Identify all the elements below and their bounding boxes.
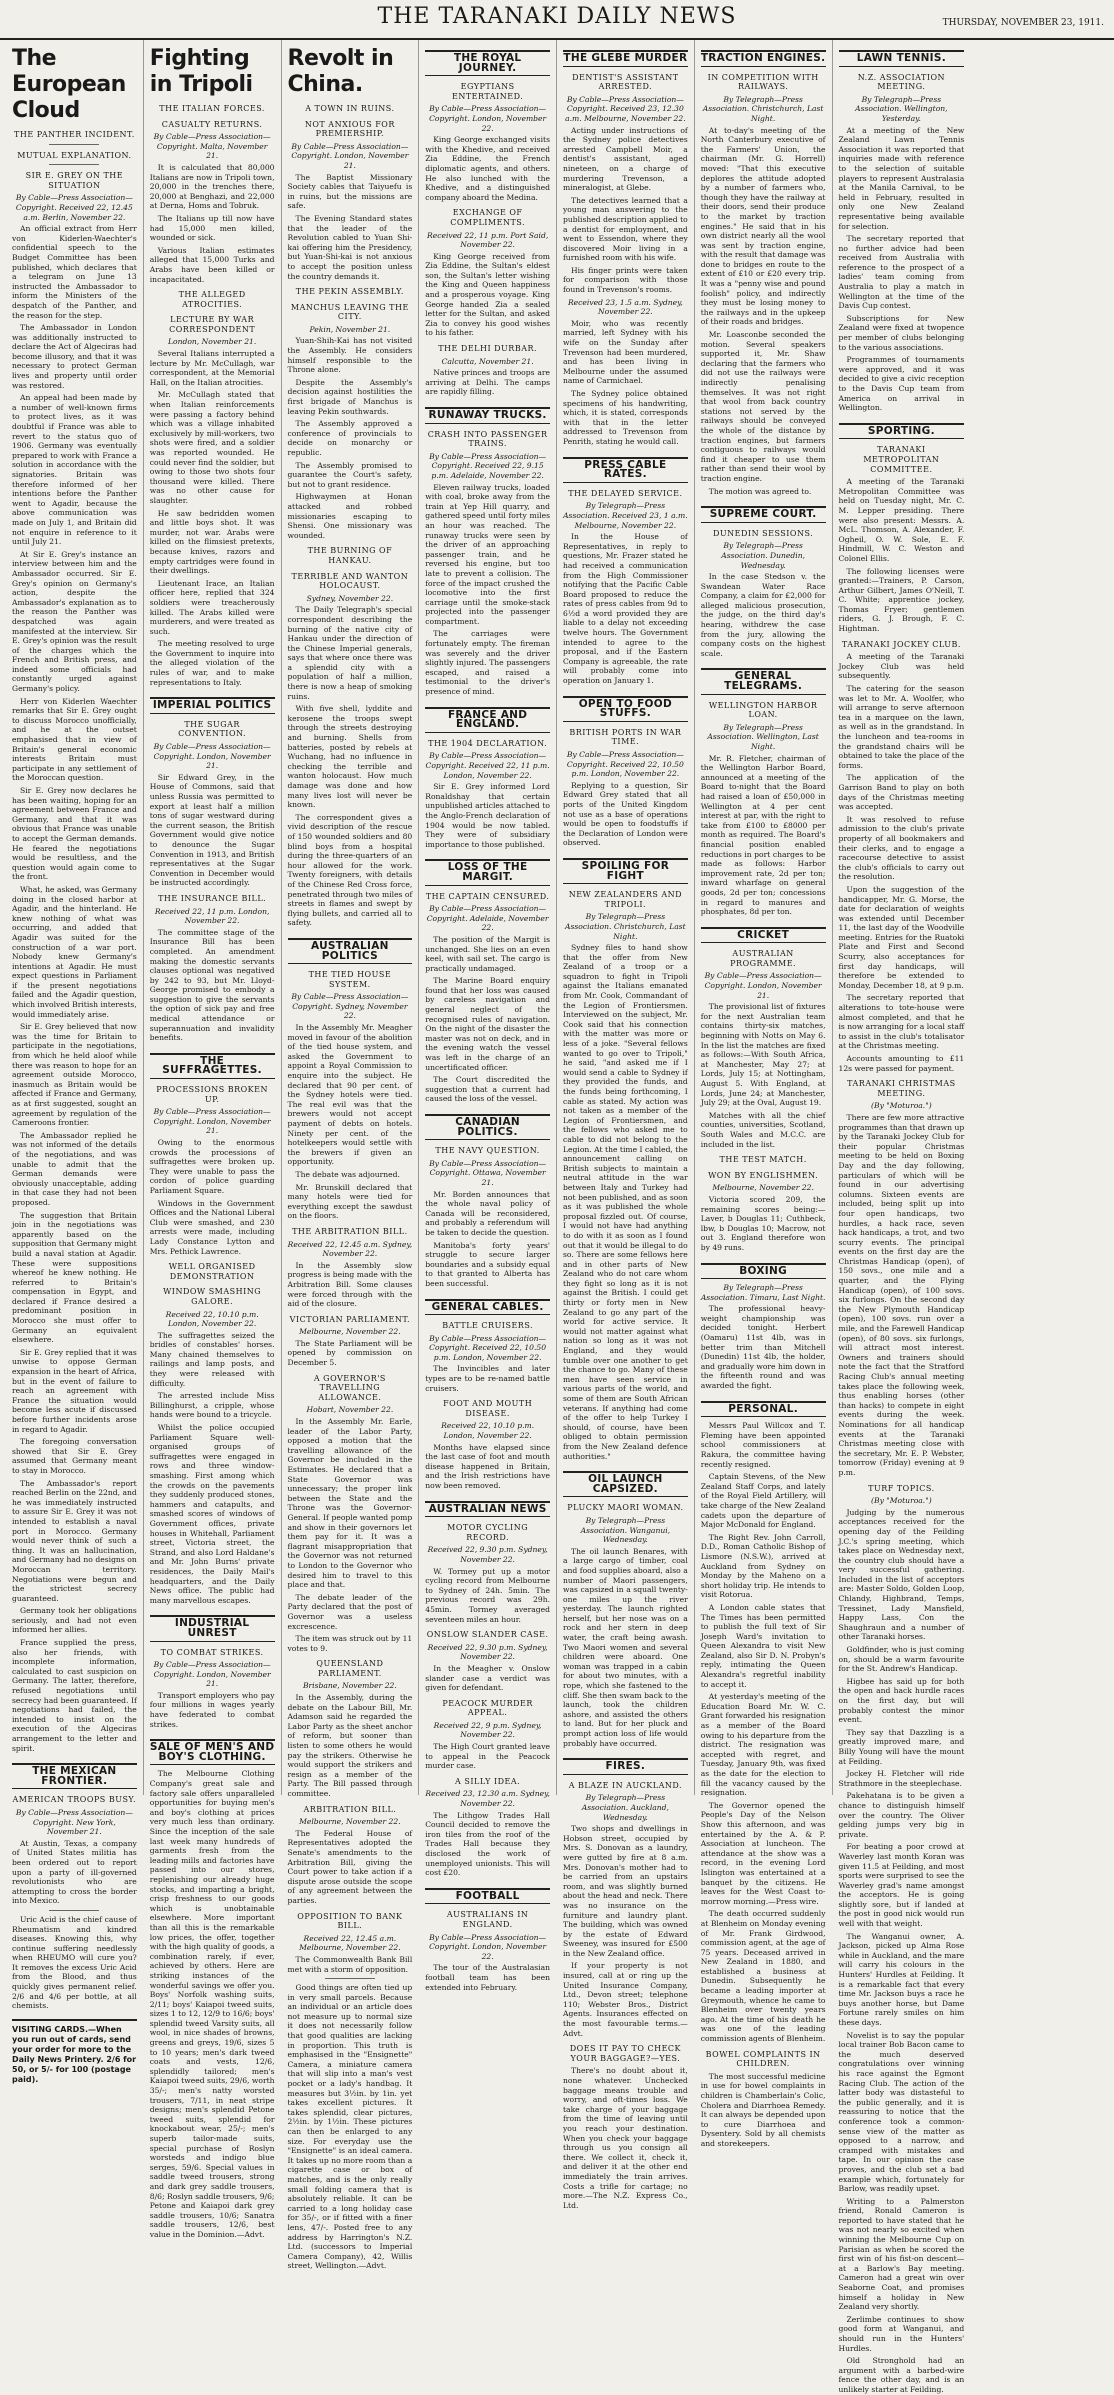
dateline: By Cable—Press Association—Copyright. Ottawa, November 21. bbox=[429, 1158, 547, 1187]
headline-european-cloud: The European Cloud bbox=[12, 46, 126, 123]
dateline: By Cable—Press Association—Copyright. Received 23, 12.30 a.m. Melbourne, November 22. bbox=[565, 94, 686, 123]
dateline: Pekin, November 21. bbox=[309, 324, 391, 334]
subheading: N.Z. ASSOCIATION MEETING. bbox=[857, 72, 946, 92]
paragraph: His finger prints were taken for comparison with those found in Trevenson's rooms. bbox=[563, 265, 688, 295]
paragraph: W. Tormey put up a motor cycling record from Melbourne to Sydney of 24h. 5min. The previous record was 29h. 45min. Tormey averaged seventeen miles an hour. bbox=[425, 1566, 550, 1624]
subheading: THE DELAYED SERVICE. bbox=[568, 488, 683, 498]
paragraph: Judging by the numerous acceptances received for the opening day of the Feilding J.C.'s spring meeting, which takes place on Wednesday next, the country club should have a very successful gathering. Included in the list of acceptors are: Master Soldo, Golden Loop, Chlandy, Highbrand, Temps, Tressinet, Lady Mansfield, Happy Lass, Con the Shaughraun and a number of other Taranaki horses. bbox=[838, 1507, 965, 1642]
paragraph: Writing to a Palmerston friend, Ronald Cameron is reported to have stated that he was not nearly so excited when winning the Melbourne Cup on Parisian as when he scored the first win of his fist-on descent—at a Barlow's Bay meeting. Cameron had a great win over Seaborne Coat, and promises himself a holiday in New Zealand very shortly. bbox=[838, 2196, 965, 2312]
section-heading: IMPERIAL POLITICS bbox=[150, 697, 275, 714]
paragraph: The Italians up till now have had 15,000 men killed, wounded or sick. bbox=[149, 213, 275, 243]
paragraph: The State Parliament will be opened by commission on December 5. bbox=[287, 1338, 413, 1368]
dateline: By Telegraph—Press Association. Christchurch, Last Night. bbox=[565, 912, 686, 941]
paragraph: Several Italians interrupted a lecture by Mr. McCullagh, war correspondent, at the Memorial Hall, on the Italian atrocities. bbox=[149, 349, 275, 387]
paragraph: Despite the Assembly's decision against hostilities the first brigade of Manchus is leaving Pekin southwards. bbox=[287, 377, 413, 416]
dateline: By Cable—Press Association—Copyright. Sydney, November 22. bbox=[291, 992, 409, 1021]
paragraph: Herr von Kiderlen Waechter remarks that Sir E. Grey ought to discuss Morocco unofficially, and he at the outset emphasised that in view of Britain's general economic interests Britain must participate in any settlement of the Moroccan question. bbox=[12, 696, 137, 783]
subheading: DENTIST'S ASSISTANT ARRESTED. bbox=[572, 72, 679, 92]
paragraph: King George received from Zia Eddine, the Sultan's eldest son, the Sultan's letter wishing the King and Queen happiness and a prosperous voyage. King George handed Zia a sealed letter for the Sultan, and asked Zia to convey his good wishes to his father. bbox=[425, 251, 550, 338]
subheading: NOT ANXIOUS FOR PREMIERSHIP. bbox=[304, 119, 395, 139]
paragraph: The correspondent gives a vivid description of the rescue of 150 wounded soldiers and 80 blind boys from a hospital during the three-quarters of an hour allowed for the work. Twenty foreigners, with details of the Chinese Red Cross force, penetrated through two miles of streets in flames and swept by flying bullets, and carried all to safety. bbox=[287, 812, 413, 928]
subheading: BRITISH PORTS IN WAR TIME. bbox=[569, 727, 682, 747]
subheading: TURF TOPICS. bbox=[868, 1483, 935, 1493]
section-heading: TRACTION ENGINES. bbox=[701, 50, 826, 67]
paragraph: With five shell, lyddite and kerosene the troops swept through the streets destroying and burning. Shells from batteries, posted by rebels at Wuchang, had no influence in checking the terrible and wanton holocaust. How much damage was done and how many lives lost will never be known. bbox=[287, 704, 413, 810]
paragraph: At to-day's meeting of the North Canterbury executive of the Farmers' Union, the chairman (Mr. G. Horrell) moved: "That this executive deplores the attitude adopted by a number of farmers who, though they have the railway at their doors, send their produce to the market by traction engines." He said that in his own district nearly all the wool was sent by traction engine, with the result that damage was done to bridges en route to the extent of £10 or £20 every trip. It was a "penny wise and pound foolish" policy, and indirectly they must be losing money to the railways and in the upkeep of their roads and bridges. bbox=[700, 125, 826, 327]
paragraph: The Lithgow Trades Hall Council decided to remove the iron tiles from the roof of the Trades Hall because they disclosed the work of unemployed unionists. This will cost £20. bbox=[425, 1810, 550, 1878]
advertisement: Good things are often tied up in very small parcels. Because an individual or an article does not measure up to normal size it does not necessarily follow that good qualities are lacking in proportion. This truth is emphasised in the "Ensignette" Camera, a miniature camera that will slip into a man's vest pocket or a lady's handbag. It measures but 3½in. by 1in. yet takes excellent pictures. It takes splendid, clear pictures, 2½in. by 1½in. These pictures can then be enlarged to any size. For everyday use the "Ensignette" is an ideal camera. It takes up no more room than a cigarette case or box of matches, and is the only really small folding camera that is absolutely reliable. It can be carried to a long holiday case for 35/-, or if fitted with a finer lens, 47/-. Posted free to any address by Harrington's N.Z. Ltd. (successors to Imperial Camera Company), 42, Willis street, Wellington.—Advt. bbox=[287, 1983, 413, 2271]
paragraph: Transport employers who pay four millions in wages yearly have federated to combat strikes. bbox=[149, 1690, 275, 1729]
dateline: Melbourne, November 22. bbox=[299, 1817, 401, 1827]
paragraph: Programmes of tournaments were approved, and it was decided to give a civic reception to the Davis Cup team from America on arrival in Wellington. bbox=[838, 355, 965, 413]
paragraph: Highwaymen at Honan attacked and robbed missionaries escaping to Shensi. One missionary was wounded. bbox=[287, 492, 413, 540]
paragraph: Mr. Borden announces that the whole naval policy of Canada will be reconsidered, and probably a referendum will be taken to decide the question. bbox=[425, 1189, 550, 1237]
paragraph: In the Assembly Mr. Meagher moved in favour of the abolition of the tied house system, and asked the Government to appoint a Royal Commission to enquire into the subject. He declared that 90 per cent. of the Sydney hotels were tied. The real evil was that the brewers would not accept payment of debts on hotels. Ninety per cent. of the hotelkeepers would settle with the brewers if given an opportunity. bbox=[287, 1023, 413, 1167]
paragraph: The Invincibles and later types are to be re-named battle cruisers. bbox=[425, 1364, 550, 1393]
paragraph: It is calculated that 80,000 Italians are now in Tripoli town, 20,000 in the trenches there, 20,000 at Benghazi, and 22,000 at Derna, Homs and Tobruk. bbox=[149, 162, 275, 211]
column-4 bbox=[419, 40, 557, 1992]
paragraph: The Right Rev. John Carroll, D.D., Roman Catholic Bishop of Lismore (N.S.W.), arrived at Auckland from Sydney on Monday by the Maheno on a short holiday trip. He intends to visit Rotorua. bbox=[700, 1532, 826, 1600]
subheading: PEACOCK MURDER APPEAL. bbox=[442, 1698, 533, 1718]
column-2 bbox=[144, 40, 282, 2239]
paragraph: Moir, who was recently married, left Sydney with his wife on the Sunday after Trevenson had been murdered, and has been living in Melbourne under the assumed name of Carmichael. bbox=[563, 318, 688, 386]
paragraph: Matches with all the chief counties, universities, Scotland, South Wales and M.C.C. are included in the list. bbox=[700, 1110, 826, 1149]
paragraph: Mr. Brunskill declared that many hotels were tied for everything except the sawdust on the floors. bbox=[287, 1182, 413, 1221]
paragraph: The application of the Garrison Band to play on both days of the Christmas meeting was accepted. bbox=[838, 773, 965, 812]
paragraph: Sir E. Grey believed that now was the time for Britain to participate in the negotiations, from which he held aloof while there was reason to hope for an agreement outside Morocco, inasmuch as Britain would be affected if France and Germany, as at first suggested, sought an agreement by regulation of the Cameroons frontier. bbox=[12, 1022, 137, 1128]
dateline: By Cable—Press Association—Copyright. London, November 21. bbox=[153, 1107, 271, 1136]
dateline: By Cable—Press Association—Copyright. London, November 22. bbox=[429, 1932, 547, 1961]
dateline: Received 22, 12.45 a.m. Sydney, November 22. bbox=[287, 1239, 413, 1259]
dateline: By Cable—Press Association—Copyright. Malta, November 21. bbox=[153, 132, 271, 161]
paragraph: The Sydney police obtained specimens of his handwriting, which, it is stated, corresponds with that in the letter addressed to Trevenson from Penrith, stating he would call. bbox=[563, 389, 688, 446]
dateline: By Cable—Press Association—Copyright. Received 22, 12.45 a.m. Berlin, November 22. bbox=[15, 193, 133, 222]
subheading: EXCHANGE OF COMPLIMENTS. bbox=[450, 208, 526, 227]
dateline: Received 22, 9.30 p.m. Sydney, November 22. bbox=[427, 1545, 548, 1564]
paragraph: The position of the Margit is unchanged. She lies on an even keel, with sail set. The cargo is practically undamaged. bbox=[425, 934, 550, 973]
subheading: QUEENSLAND PARLIAMENT. bbox=[316, 1659, 384, 1678]
masthead bbox=[0, 0, 1114, 40]
dateline: Calcutta, November 21. bbox=[441, 356, 534, 366]
paragraph: A London cable states that The Times has been permitted to publish the full text of Sir Joseph Ward's invitation to Queen Alexandra to visit New Zealand, also Sir D. N. Probyn's reply, intimating the Queen Alexandra's regretful inability to accept it. bbox=[700, 1602, 826, 1689]
paragraph: The Daily Telegraph's special correspondent describing the burning of the native city of Hankau under the direction of the Chinese Imperial generals, says that where once there was a splendid city with a population of half a million, there is now a heap of smoking ruins. bbox=[287, 605, 413, 701]
paragraph: Old Stronghold had an argument with a barbed-wire fence the other day, and is an unlikely starter at Feilding. bbox=[838, 2356, 965, 2394]
paragraph: A meeting of the Taranaki Jockey Club was held subsequently. bbox=[838, 652, 965, 681]
paragraph: The professional heavy-weight championship was decided tonight. Herbert (Oamaru) 11st 4lb, was in better trim than Mitchell (Dunedin) 11st 4lb, the holder, and gradually wore him down in the fifteenth round and was awarded the fight. bbox=[700, 1304, 826, 1391]
subheading: TARANAKI METROPOLITAN COMMITTEE. bbox=[863, 445, 940, 474]
section-heading: THE MEXICAN FRONTIER. bbox=[12, 1763, 137, 1789]
paragraph: Yuan-Shih-Kai has not visited the Assembly. He considers himself responsible to the Throne alone. bbox=[287, 336, 413, 375]
paragraph: The secretary reported that no further advice had been received from Australia with reference to the prospect of a ladies' team coming from Australia to play a match in Wellington at the time of the Davis Cup contest. bbox=[838, 234, 965, 311]
paragraph: The High Court granted leave to appeal in the Peacock murder case. bbox=[425, 1742, 550, 1771]
subheading: WELLINGTON HARBOR LOAN. bbox=[708, 700, 818, 720]
dateline: By Telegraph—Press Association. Dunedin, Wednesday. bbox=[721, 541, 806, 570]
paragraph: The Marine Board enquiry found that her loss was caused by careless navigation and general neglect of the recognised rules of navigation. On the night of the disaster the master was not on deck, and in the evening watch the vessel was left in the charge of an uncertificated officer. bbox=[425, 976, 550, 1072]
subheading: TO COMBAT STRIKES. bbox=[160, 1647, 264, 1657]
issue-date: THURSDAY, NOVEMBER 23, 1911. bbox=[942, 18, 1104, 28]
divider bbox=[325, 1978, 375, 1979]
column-7 bbox=[833, 40, 971, 2394]
paragraph: The Ambassador in London was additionally instructed to declare the Act of Algeciras had become illusory, and that it was necessary to protect German lives and property until order was restored. bbox=[12, 323, 137, 390]
paragraph: It was resolved to refuse admission to the club's private property of all bookmakers and their clerks, and to engage a racecourse detective to assist the club's officials to carry out the resolution. bbox=[838, 814, 965, 882]
paragraph: Native princes and troops are arriving at Delhi. The camps are rapidly filling. bbox=[425, 368, 550, 397]
paragraph: Pakehatana is to be given a chance to distinguish himself over the country. The Oliver gelding jumps very big in private. bbox=[838, 1791, 965, 1839]
subheading: A SILLY IDEA. bbox=[455, 1776, 521, 1786]
paragraph: In the Meagher v. Onslow slander case a verdict was given for defendant. bbox=[425, 1663, 550, 1693]
subheading: A TOWN IN RUINS. bbox=[305, 104, 395, 113]
subheading: TARANAKI CHRISTMAS MEETING. bbox=[847, 1079, 956, 1098]
subheading: THE SUGAR CONVENTION. bbox=[178, 719, 247, 739]
paragraph: The Ambassador's report reached Berlin on the 22nd, and he was immediately instructed to assure Sir E. Grey it was not intended to establish a naval port in Morocco. Germany would never think of such a thing. It was an hallucination, and Germany had no designs on Moroccan territory. Negotiations were begun and the strictest secrecy guaranteed. bbox=[12, 1478, 137, 1603]
paragraph: Mr. Loasconbe seconded the motion. Several speakers supported it, Mr. Shaw declaring that the farmers who did not use the railways were indirectly penalising themselves. It was not right that wool from back country stations not served by the railways should be conveyed the whole of the distance by traction engines, but farmers contiguous to railways would find it cheaper to use them rather than send their wool by traction engine. bbox=[700, 330, 826, 483]
dateline: Brisbane, November 22. bbox=[302, 1681, 397, 1691]
paragraph: In the Assembly, during the debate on the Labour Bill, Mr. Adamson said he regarded the Labor Party as the sheet anchor of reform, but sooner than listen to some others he would pay the strikers. Otherwise he would support the strikers and resign as a member of the Party. The Bill passed through committee. bbox=[287, 1693, 413, 1798]
paragraph: The tour of the Australasian football team has been extended into February. bbox=[425, 1963, 550, 1992]
subheading: WINDOW SMASHING GALORE. bbox=[163, 1287, 262, 1306]
paragraph: France supplied the press, also her friends, with incomplete information, calculated to cast suspicion on Germany. The latter, therefore, refused negotiations until secrecy had been guaranteed. If negotiations had failed, the intended to insist on the execution of the Algeciras arrangement to the letter and spirit. bbox=[12, 1638, 137, 1753]
dateline: By Cable—Press Association—Copyright. Received 22, 11 p.m. London, November 22. bbox=[425, 751, 550, 780]
dateline: Melbourne, November 22. bbox=[712, 1183, 814, 1193]
subheading: THE ALLEGED ATROCITIES. bbox=[178, 290, 246, 309]
subheading: TARANAKI JOCKEY CLUB. bbox=[841, 639, 961, 649]
paragraph: Months have elapsed since the last case of foot and mouth disease happened in Britain, and the Irish restrictions have now been removed. bbox=[425, 1442, 550, 1490]
dateline: By Cable—Press Association—Copyright. Received 22, 10.50 p.m. London, November 22. bbox=[566, 750, 684, 779]
paragraph: Subscriptions for New Zealand were fixed at twopence per member of clubs belonging to the various associations. bbox=[838, 313, 965, 352]
subheading: TERRIBLE AND WANTON HOLOCAUST. bbox=[291, 571, 409, 591]
paragraph: Novelist is to say the popular local trainer Bob Bacon came to the much deserved congratulations over winning his race against the Egmont Racing Club. The action of the latter body was distasteful to the public generally, and it is reassuring to notice that the conference took a common-sense view of the matter as opposed to a narrow, and cramped with mistakes and tape. In our opinion the case proves, and the club set a bad example which, fortunately for Barlow, was readily upset. bbox=[838, 2030, 965, 2194]
dateline: By Cable—Press Association—Copyright. Received 22, 10.50 p.m. London, November 22. bbox=[429, 1333, 547, 1362]
dateline: London, November 21. bbox=[167, 337, 257, 347]
paragraph: Accounts amounting to £11 12s were passed for payment. bbox=[838, 1054, 965, 1073]
paragraph: He saw bedridden women and little boys shot. It was murder, not war. Arabs were killed on the flimsiest pretexts, because knives, razors and empty cartridges were found in their dwellings. bbox=[149, 508, 275, 576]
subheading: THE CAPTAIN CENSURED. bbox=[425, 891, 550, 901]
dateline: By Cable—Press Association—Copyright. London, November 21. bbox=[291, 141, 409, 170]
section-heading: OIL LAUNCH CAPSIZED. bbox=[563, 1471, 688, 1497]
paragraph: Messrs Paul Willcox and T. Fleming have been appointed school commissioners at Rakura, the committee having recently resigned. bbox=[700, 1421, 826, 1469]
subheading: THE PANTHER INCIDENT. bbox=[14, 130, 135, 139]
section-heading: FOOTBALL bbox=[425, 1888, 550, 1905]
subheading: CASUALTY RETURNS. bbox=[161, 119, 263, 129]
paragraph: Replying to a question, Sir Edward Grey stated that all ports of the United Kingdom not use as a base of operations would be open to foodstuffs if the Declaration of London were observed. bbox=[563, 780, 688, 848]
subheading: A GOVERNOR'S TRAVELLING ALLOWANCE. bbox=[313, 1373, 386, 1402]
paragraph: The Federal House of Representatives adopted the Senate's amendments to the Arbitration Bill, giving the Court power to take action if a dispute arose outside the scope of any agreement between the parties. bbox=[287, 1828, 413, 1905]
section-heading: LAWN TENNIS. bbox=[839, 50, 965, 67]
paragraph: The Court discredited the suggestion that a current had caused the loss of the vessel. bbox=[425, 1075, 550, 1104]
dateline: Received 22, 9.30 p.m. Sydney, November 22. bbox=[427, 1642, 548, 1662]
column-3 bbox=[282, 40, 420, 2271]
dateline: By Cable—Press Association—Copyright. Adelaide, November 22. bbox=[426, 904, 549, 933]
subheading: THE ITALIAN FORCES. bbox=[159, 104, 265, 113]
section-heading: AUSTRALIAN POLITICS bbox=[288, 938, 413, 964]
dateline: By Telegraph—Press Association. Timaru, Last Night. bbox=[700, 1283, 826, 1302]
subheading: LECTURE BY WAR CORRESPONDENT bbox=[169, 315, 256, 334]
paragraph: In the Assembly slow progress is being made with the Arbitration Bill. Some clauses were forced through with the aid of the closure. bbox=[287, 1260, 413, 1309]
paragraph: Captain Stevens, of the New Zealand Staff Corps, and lately of the Royal Field Artillery, will take charge of the New Zealand cadets upon the departure of Major McDonald for England. bbox=[700, 1472, 826, 1530]
paragraph: Sir E. Grey now declares he has been waiting, hoping for an agreement between France and Germany, and that it was obvious that France was unable to accept the German demands. He feared the negotiations would be resultless, and the question would again come to the front. bbox=[12, 786, 137, 882]
paragraph: A meeting of the Taranaki Metropolitan Committee was held on Tuesday night, Mr. C. M. Lepper presiding. There were also present: Messrs. A. McL. Thomson, A. Alexander, F. Ogheil, O. W. Sole, E. F. Hindmill, W. C. Weston and Colonel Ellis. bbox=[838, 477, 965, 563]
paragraph: Two shops and dwellings in Hobson street, occupied by Mrs. S. Donovan as a laundry, were gutted by fire at 8 a.m. Mrs. Donovan's mother had to be carried from an upstairs room, and was slightly burned about the head and neck. There was no insurance on the furniture and laundry plant. The building, which was owned by the estate of Edward Sweeney, was insured for £500 in the New Zealand office. bbox=[563, 1824, 688, 1958]
paragraph: The detectives learned that a young man answering to the published description applied to a dentist for employment, and went to Essendon, where they discovered Moir living in a furnished room with his wife. bbox=[563, 195, 688, 263]
dateline: Received 22, 11 p.m. London, November 22. bbox=[154, 906, 270, 926]
paragraph: The foregoing conversation showed that Sir E. Grey assumed that Germany meant to stay in Morocco. bbox=[12, 1437, 137, 1475]
paragraph: Sir E. Grey informed Lord Ronaldshay that certain unpublished articles attached to the Anglo-French declaration of 1904 would be now tabled. They were of subsidiary importance to those published. bbox=[425, 782, 550, 849]
paragraph: At Sir E. Grey's instance an interview between him and the Ambassador occurred. Sir E. Grey's opinion on Germany's action, despite the Ambassador's explanation as to the reason the Panther was despatched was again manifested at the interview. Sir E. Grey's opinion was the result of the charges which the French and British press, and indeed some officials had constantly urged against Germany's policy. bbox=[12, 549, 137, 694]
dateline: By Telegraph—Press Association. Christchurch, Last Night. bbox=[702, 94, 824, 123]
divider bbox=[49, 1910, 99, 1911]
section-heading: FRANCE AND ENGLAND. bbox=[425, 707, 550, 733]
paragraph: The Commonwealth Bank Bill met with a storm of opposition. bbox=[287, 1954, 413, 1974]
section-heading: THE ROYAL JOURNEY. bbox=[425, 50, 550, 76]
headline-revolt-in-china: Revolt in China. bbox=[287, 46, 394, 97]
paragraph: At a meeting of the New Zealand Lawn Tennis Association it was reported that inquiries made with reference to the selection of suitable players to represent Australasia at the Manila Carnival, to be held in February, resulted in only one New Zealand representative being available for selection. bbox=[838, 125, 965, 231]
paragraph: Victoria scored 209, the remaining scores being:— Laver, b Douglas 11; Cuthbeck, lbw, b Douglas 10; Macrow, not out 3. England therefore won by 49 runs. bbox=[700, 1194, 826, 1252]
paragraph: Mr. R. Fletcher, chairman of the Wellington Harbor Board, announced at a meeting of the Board to-night that the Board had raised a loan of £50,000 in Wellington at 4 per cent interest at par, with the right to take from £100 to £8000 per month as required. The Board's financial position enabled reductions in port charges to be made as follows: Harbor improvement rate, 2d per ton; inward wharfage on general goods, 2d per ton; concessions in regard to manures and phosphates, 8d per ton. bbox=[700, 753, 826, 917]
dateline: Received 22, 10.10 p.m. London, November 22. bbox=[441, 1421, 535, 1441]
section-heading: LOSS OF THE MARGIT. bbox=[425, 859, 550, 885]
dateline: By Cable—Press Association—Copyright. London, November 21. bbox=[704, 971, 822, 1000]
subheading: AUSTRALIANS IN ENGLAND. bbox=[446, 1910, 529, 1929]
paragraph: The Assembly promised to guarantee the Court's safety, but not to grant residence. bbox=[287, 460, 413, 489]
section-heading: PERSONAL. bbox=[701, 1401, 826, 1418]
paragraph: Goldfinder, who is just coming on, should be a warm favourite for the St. Andrew's Handicap. bbox=[838, 1645, 965, 1674]
section-heading: PRESS CABLE RATES. bbox=[563, 457, 688, 483]
subheading: WON BY ENGLISHMEN. bbox=[708, 1170, 819, 1180]
paragraph: The suggestion that Britain join in the negotiations was apparently based on the supposition that Germany might build a naval station at Agadir. These were suppositions whereof he knew nothing. He referred to Britain's compensation in Egypt, and declared if France desired a predominant position in Morocco she must offer to Germany an equivalent elsewhere. bbox=[12, 1210, 137, 1345]
paragraph: The oil launch Benares, with a large cargo of timber, coal and food supplies aboard, also a number of Maori passengers, was capsized in a squall twenty-one miles up the river yesterday. The launch righted herself, but her nose was on a rock and her stern in deep water, the craft being awash. Two Maori women and several children were aboard. One woman was trapped in a cabin for about two minutes, with a rope, which she fastened to the cliff. She then swam back to the launch, took the children ashore, and assisted the others to land. But for her pluck and prompt action loss of life would probably have occurred. bbox=[563, 1546, 688, 1748]
paragraph: The Ambassador replied he was not informed of the details of the negotiations, and was unable to admit that the German demands were obviously unacceptable, adding in that case they had not been proposed. bbox=[12, 1130, 137, 1207]
advertisement: There's no doubt about it, none whatever. Unchecked baggage means trouble and worry, and oft-times loss. We take charge of your baggage from the time of leaving until you reach your destination. When you check your baggage through us you consign all there. We collect it, check it, and deliver it at the other end immediately the train arrives. Costs a trifle for cartage; no more.—The N.Z. Express Co., Ltd. bbox=[563, 2066, 688, 2210]
dateline: Received 22, 9 p.m. Sydney, November 22. bbox=[433, 1720, 542, 1740]
section-heading: AUSTRALIAN NEWS bbox=[425, 1501, 550, 1518]
paragraph: The meeting resolved to urge the Government to inquire into the alleged violation of the rules of war, and to make representations to Italy. bbox=[149, 639, 275, 687]
paragraph: King George exchanged visits with the Khedive, and received Zia Eddine, the French diplomatic agents, and others. He also lunched with the Khedive, and a distinguished company aboard the Medina. bbox=[425, 135, 550, 202]
paragraph: Sydney files to hand show that the offer from New Zealand of a troop or a squadron to fight in Tripoli against the Italians emanated from Mr. Cook, Commandant of the Legion of Frontiersmen. Interviewed on the subject, Mr. Cook said that his connection with the matter was more or less of a joke. "Several fellows wanted to go over to Tripoli," he said, "and asked me if I would send a cable to Sydney if they provided the funds, and the funds being forthcoming, I cable as stated. My action was not taken as a member of the Legion of Frontiersmen, and the fellows who asked me to cable to did not belong to the Legion. At the time I cabled, the announcement calling on British subjects to maintain a neutral attitude in the war between Italy and Turkey had not been published, and as soon as it was published the whole proposal fizzled out. Of course, I would not have had anything to do with it as soon as I found out that it would be illegal to do so. There are some fellows here and in other parts of New Zealand who do not care whom they fight so long as it is not against the British. I could get thirty or forty men in New Zealand to go any part of the world for active service. It would not matter against what nation so long as it was not England, and they would tumble over one another to get the chance to go. Many of these men have seen service in various parts of the world, and some of them are South African veterans. If anything had come of the offer to help Turkey I should, of course, have been obliged to obtain permission from the New Zealand defence authorities." bbox=[563, 943, 688, 1461]
paragraph: Jockey H. Fletcher will ride Strathmore in the steeplechase. bbox=[838, 1769, 965, 1788]
paragraph: The catering for the season was let to Mr. A. Woolfer, who will arrange to serve afternoon tea in a marquee on the lawn, as well as in the grandstand. In the luncheon and tea-rooms in the grandstand chairs will be obtained to take the place of the forms. bbox=[838, 684, 965, 770]
subheading: MUTUAL EXPLANATION. bbox=[17, 150, 132, 160]
paragraph: Various Italian estimates alleged that 15,000 Turks and Arabs have been killed or incapacitated. bbox=[149, 245, 275, 284]
paragraph: Lieutenant Irace, an Italian officer here, replied that 324 soldiers were treacherously killed. The Arabs killed were murderers, and were treated as such. bbox=[149, 578, 275, 636]
paragraph: Whilst the police occupied Parliament Square well-organised groups of suffragettes were engaged in rows and three window-smashing. First among which the crowds on the pavements they suddenly produced stones, hammers and catapults, and smashed scores of windows of Government offices, private houses in Whitehall, Parliament street, Victoria street, the Strand, and also Lord Haldane's and Mr. John Burns' private residences, the Daily Mail's headquarters, and the Daily News office. The public had many marvellous escapes. bbox=[149, 1423, 275, 1605]
paragraph: The motion was agreed to. bbox=[708, 486, 812, 496]
paragraph: Acting under instructions of the Sydney police detectives arrested Campbell Moir, a dentist's assistant, aged nineteen, on a charge of murdering Trevenson, a mineralogist, at Glebe. bbox=[563, 125, 688, 193]
subheading: AUSTRALIAN PROGRAMME. bbox=[730, 949, 797, 968]
paragraph: The secretary reported that alterations to tote-house were almost completed, and that he is now arranging for a local staff to assist in the club's totalisator at the Christmas meeting. bbox=[838, 993, 965, 1051]
paragraph: In the case Stedson v. the Swandean Water Race Company, a claim for £2,000 for alleged malicious prosecution, the judge, on the third day's hearing, withdrew the case from the jury, allowing the company costs on the highest scale. bbox=[700, 572, 826, 658]
subheading: THE TIED HOUSE SYSTEM. bbox=[308, 970, 392, 989]
paragraph: There are few more attractive programmes than that drawn up by the Taranaki Jockey Club for their popular Christmas meeting to be held on Boxing Day and the day following, particulars of which will be found in our advertising columns. Sixteen events are included, being split up into four open handicaps, two hurdles, a hack race, seven hack handicaps, a trot, and two scurry events. The principal events on the first day are the Christmas Handicap (open), of 150 sovs., one mile and a quarter, and the Flying Handicap (open), of 100 sovs. six furlongs. On the second day the New Plymouth Handicap (open), 100 sovs. run over a mile, and the Farewell Handicap (open), of 80 sovs. six furlongs, will attract most interest. Owners and trainers should note the fact that the Stratford Racing Club's annual meeting takes place the following week, thus enabling horses (other than hacks) to compete in eight events during the week. Nominations for all handicap events at the Taranaki Christmas meeting close with the secretary, Mr. E. P. Webster, tomorrow (Friday) evening at 9 p.m. bbox=[838, 1112, 965, 1477]
paragraph: Manitoba's forty years' struggle to secure larger boundaries and a subsidy equal to that granted to Alberta has been successful. bbox=[425, 1240, 550, 1288]
paragraph: Sir Edward Grey, in the House of Commons, said that unless Russia was permitted to export at least half a million tons of sugar westward during the current season, the British Government would give notice to denounce the Sugar Convention in 1913, and British representatives at the Sugar Convention in December would be instructed accordingly. bbox=[149, 772, 275, 888]
dateline: By Telegraph—Press Association. Wellington, Yesterday. bbox=[855, 94, 948, 123]
section-heading: SPOILING FOR FIGHT bbox=[563, 858, 688, 884]
subheading: BATTLE CRUISERS. bbox=[442, 1321, 534, 1331]
paragraph: The debate was adjourned. bbox=[295, 1169, 400, 1179]
subheading: DUNEDIN SESSIONS. bbox=[713, 528, 814, 538]
subheading: THE ARBITRATION BILL. bbox=[292, 1226, 408, 1236]
paragraph: Sir E. Grey replied that it was unwise to oppose German expansion in the heart of Africa, but in the event of failure to reach an agreement with France the situation would become less acute if discussed before further incidents arose in regard to Agadir. bbox=[12, 1347, 137, 1434]
subheading: THE PEKIN ASSEMBLY. bbox=[295, 287, 404, 297]
dateline: By Cable—Press Association—Copyright. New York, November 21. bbox=[15, 1807, 133, 1837]
paragraph: At Austin, Texas, a company of United States militia has been ordered out to report upon a party of ill-governed revolutionists who are attempting to cross the border into Mexico. bbox=[12, 1838, 137, 1906]
dateline: Received 22, 11 p.m. Port Said, November 22. bbox=[427, 230, 549, 250]
paragraph: The debate leader of the Party declared that the post of Governor was a useless excrescence. bbox=[287, 1592, 413, 1631]
section-heading: BOXING bbox=[701, 1263, 826, 1280]
section-heading: CRICKET bbox=[701, 927, 826, 944]
byline: (By "Moturoa.") bbox=[871, 1496, 932, 1506]
advertisement-text: VISITING CARDS.—When you run out of cards, send your order for more to the Daily News Printery. 2/6 for 50, or 5/- for 100 (postage paid). bbox=[12, 2024, 137, 2084]
section-heading: GENERAL TELEGRAMS. bbox=[701, 668, 826, 694]
subheading: ONSLOW SLANDER CASE. bbox=[426, 1630, 549, 1640]
paragraph: At yesterday's meeting of the Education Board Mr. W. C. Grant forwarded his resignation as a member of the Board owing to his departure from the district. The resignation was accepted with regret, and Tuesday, January 9th, was fixed as the date for the election to fill the vacancy caused by the resignation. bbox=[700, 1692, 826, 1798]
subheading: IN COMPETITION WITH RAILWAYS. bbox=[707, 72, 819, 92]
byline: (By "Moturoa.") bbox=[871, 1101, 932, 1111]
section-heading: THE SUFFRAGETTES. bbox=[150, 1053, 275, 1079]
subheading: THE BURNING OF HANKAU. bbox=[307, 546, 393, 565]
headline-fighting-in-tripoli: Fighting in Tripoli bbox=[149, 46, 253, 97]
subheading: THE DELHI DURBAR. bbox=[438, 344, 538, 354]
paragraph: Upon the suggestion of the handicapper, Mr. G. Morse, the date for declaration of weights was extended until December 11, the last day of the Woodville meeting. Entries for the Ruatoki Plate and First and Second Scurry, also acceptances for first day handicaps, will therefore be extended to Monday, December 18, at 9 p.m. bbox=[838, 884, 965, 990]
dateline: Received 22, 10.10 p.m. London, November 22. bbox=[165, 1309, 259, 1329]
section-heading: SPORTING. bbox=[839, 423, 965, 440]
paragraph: The provisional list of fixtures for the next Australian team contains thirty-six matches, beginning with Notts on May 6. In the list the matches are fixed as follows:—With South Africa, at Manchester, May 27; at Lords, July 15; at Nottingham, August 5. With England, at Lords, June 24; at Manchester, July 29; at the Oval, August 19. bbox=[700, 1002, 826, 1108]
section-heading: FIRES. bbox=[563, 1758, 688, 1775]
paragraph: In the Assembly Mr. Earle, leader of the Labor Party, opposed a motion that the travelling allowance of the Governor be included in the Estimates. He declared that a State Governor was unnecessary; the proper link between the State and the Throne was the Governor-General. If people wanted pomp and show in their governors let them pay for it. It was a flagrant misappropriation that the Governor was not returned to London to the Governor who desired him to travel to this place and that. bbox=[287, 1417, 413, 1590]
dateline: Sydney, November 22. bbox=[306, 593, 394, 603]
paragraph: The Evening Standard states that the leader of the Revolution cabled to Yuan Shi-kai offering him the Presidency, but Yuan-Shi-kai is not anxious to accept the position unless the country demands it. bbox=[287, 213, 413, 281]
section-heading: GENERAL CABLES. bbox=[425, 1299, 550, 1316]
section-heading: CANADIAN POLITICS. bbox=[425, 1114, 550, 1140]
subheading: OPPOSITION TO BANK BILL. bbox=[297, 1911, 403, 1931]
subheading: PLUCKY MAORI WOMAN. bbox=[567, 1503, 684, 1513]
section-heading: OPEN TO FOOD STUFFS. bbox=[563, 696, 688, 722]
paragraph: An appeal had been made by a number of well-known firms to protect lives, as it was doubtful if France was able to revert to the status quo of 1906. Germany was eventually prepared to work with France a solution in accordance with the signatories. Britain was therefore informed of her intentions before the Panther went to Agadir, because the above communication was made on July 1, and Britain did not enquire in reference to it until July 21. bbox=[12, 393, 137, 547]
subheading: NEW ZEALANDERS AND TRIPOLI. bbox=[568, 890, 683, 909]
paragraph: Windows in the Government Offices and the National Liberal Club were smashed, and 230 arrests were made, including Lady Constance Lytton and Mrs. Pethick Lawrence. bbox=[149, 1198, 275, 1256]
dateline: By Cable—Press Association—Copyright. London, November 21. bbox=[153, 1660, 271, 1689]
paragraph: Zerlimbe continues to show good form at Wanganui, and should run in the Hunters' Hurdles. bbox=[838, 2314, 965, 2353]
dateline: By Telegraph—Press Association. Received 23, 1 a.m. Melbourne, November 22. bbox=[563, 501, 688, 530]
subheading: DOES IT PAY TO CHECK YOUR BAGGAGE?—YES. bbox=[569, 2044, 682, 2063]
paragraph: For beating a poor crowd at Waverley last month Koran was given 11.5 at Feilding, and most sports were surprised to see the Waverley grad's name amongst the acceptors. He is going slightly sore, but if landed at the post in good nick would run well with that weight. bbox=[838, 1842, 965, 1929]
subheading: EGYPTIANS ENTERTAINED. bbox=[452, 82, 524, 101]
dateline: Received 22, 12.45 a.m. Melbourne, November 22. bbox=[299, 1933, 401, 1953]
paragraph: Mr. McCullagh stated that when Italian reinforcements were passing a factory behind which was a village inhabited exclusively by mill-workers, two shots were fired, and a soldier was reported wounded. He could never find the soldier, but owing to those two shots four thousand were killed. There was no other cause for slaughter. bbox=[149, 390, 275, 505]
paragraph: In the House of Representatives, in reply to questions, Mr. Frazer stated he had received a communication from the High Commissioner notifying that the Pacific Cable Board proposed to reduce the rates of press cables from 9d to 6½d a word provided they are liable to a delay not exceeding twelve hours. The Government intended to agree to the proposal, and if the Eastern Company is agreeable, the rate will probably come into operation on January 1. bbox=[563, 532, 688, 686]
paragraph: They say that Dazzling is a greatly improved mare, and Billy Young will have the mount at Feilding. bbox=[838, 1727, 965, 1766]
dateline: By Cable—Press Association—Copyright. London, November 22. bbox=[429, 104, 547, 133]
subheading: THE 1904 DECLARATION. bbox=[428, 738, 548, 748]
subheading: BOWEL COMPLAINTS IN CHILDREN. bbox=[705, 2049, 821, 2069]
subheading: THE INSURANCE BILL. bbox=[158, 893, 267, 903]
subheading: FOOT AND MOUTH DISEASE. bbox=[443, 1399, 533, 1418]
column-5 bbox=[557, 40, 695, 2210]
dateline: By Cable—Press Association—Copyright. Received 22, 9.15 p.m. Adelaide, November 22. bbox=[429, 451, 547, 480]
advertisement-visiting-cards bbox=[12, 2019, 137, 2085]
divider bbox=[49, 164, 99, 165]
paragraph: The following licenses were granted:—Trainers, P. Carson, Arthur Gilbert, James O'Neill, T. C. White; apprentice jockey, Thomas Fryer; gentlemen riders, G. J. Brough, F. C. Hightman. bbox=[838, 566, 965, 634]
dateline: Melbourne, November 22. bbox=[299, 1327, 401, 1337]
subheading: MOTOR CYCLING RECORD. bbox=[447, 1523, 529, 1542]
subheading: CRASH INTO PASSENGER TRAINS. bbox=[427, 429, 548, 449]
advertisement: The Melbourne Clothing Company's great sale and factory sale offers unparalleled opportunities for buying men's and boy's clothing at prices very much less than ordinary. Since the inception of the sale last week many hundreds of garments fresh from the leading mills and factories have passed into our stores, replenishing our already huge stocks, and imparting a bright, crisp freshness to our goods which is unobtainable elsewhere. More important than all this is the remarkable low prices, the offer, together with the high quality of goods, a combination rarely, if ever, achieved by others. Here are striking instances of the wonderful savings we offer you. Boys' Norfolk washing suits, 2/11; boys' Kaiapoi tweed suits, sizes 1 to 12, 12/9 to 16/6; boys' splendid tweed Varsity suits, all wool, in nice shades of browns, greens and greys, 19/6, sizes 5 to 10 years; men's dark tweed coats and vests, 12/6, splendidly tailored; men's Kaiapoi tweed suits, 29/6, worth 35/-; men's natty worsted trousers, 7/11, in neat stripe designs; men's splendid Petone tweed suits, splendid for knockabout wear, 25/-; men's superb tailor-made suits, special purchase of Roslyn worsteds and indigo blue serges, 59/6. Special values in saddle tweed trousers, strong and dark grey saddle trousers, 8/6; Roslyn saddle trousers, 9/6; Petone and Kaiapoi dark grey saddle trousers, 10/6; Sanatra saddle trousers, 12/6, best value in the Dominion.—Advt. bbox=[149, 1769, 275, 2239]
advertisement: Uric Acid is the chief cause of Rheumatism and kindred diseases. Knowing this, why continue suffering needlessly when RHEUMO will cure you? It removes the excess Uric Acid from the Blood, and thus quickly gives permanent relief. 2/6 and 4/6 per bottle, at all chemists. bbox=[12, 1914, 137, 2011]
paragraph: Higbee has said up for both the open and hack hurdle races on the first day, but will probably contest the minor event. bbox=[838, 1676, 965, 1725]
paragraph: The arrested include Miss Billinghurst, a cripple, whose hands were bound to a tricycle. bbox=[149, 1391, 275, 1420]
paragraph: The death occurred suddenly at Blenheim on Monday evening of Mr. Frank Girdwood, commission agent, at the age of 75 years. Deceased arrived in New Zealand in 1880, and established a business at Dunedin. Subsequently he became a leading importer at Greymouth, whence he came to Blenheim over twenty years ago. At the time of his death he was one of the leading commission agents of Blenheim. bbox=[700, 1909, 826, 2044]
dateline: By Telegraph—Press Association. Wanganui, Wednesday. bbox=[580, 1515, 671, 1545]
paragraph: The carriages were fortunately empty. The fireman was severely and the driver slightly injured. The passengers escaped, and raised a testimonial to the driver's presence of mind. bbox=[425, 629, 550, 697]
section-heading: THE GLEBE MURDER bbox=[563, 50, 688, 67]
subheading: THE NAVY QUESTION. bbox=[435, 1146, 540, 1156]
subheading: ARBITRATION BILL. bbox=[303, 1804, 397, 1814]
paragraph: Germany took her obligations seriously, and had not even informed her allies. bbox=[12, 1606, 137, 1635]
paragraph: What, he asked, was Germany doing in the closed harbor at Agadir, and the hinterland. He knew nothing of what was occurring, and added that Agadir was suited for the construction of a war port. Nobody knew Germany's intentions at Agadir. He must expect questions in Parliament if the present negotiations failed and the Agadir question, which involved British interests, would immediately arise. bbox=[12, 884, 137, 1019]
dateline: By Telegraph—Press Association. Auckland, Wednesday. bbox=[581, 1793, 669, 1822]
column-6 bbox=[695, 40, 833, 2148]
dateline: Received 23, 12.30 a.m. Sydney, November 22. bbox=[425, 1789, 550, 1809]
dateline: By Telegraph—Press Association. Wellington, Last Night. bbox=[707, 722, 819, 751]
paragraph: The Wanganui owner, A. Jackson, picked up Alma Rose while in Auckland, and the mare will carry his colours in the Hunters' Hurdles at Feilding. It is a remarkable fact that every time Mr. Jackson buys a race he buys another horse, but Dame Fortune rarely smiles on him these days. bbox=[838, 1931, 965, 2027]
paragraph: Owing to the enormous crowds the processions of suffragettes were broken up. They were unable to pass the cordon of police guarding Parliament Square. bbox=[149, 1138, 275, 1195]
paragraph: The Governor opened the People's Day of the Nelson Show this afternoon, and was entertained by the A. & P. Association at luncheon. The attendance at the show was a record, in the evening Lord Islington was entertained at a banquet by the citizens. He leaves for the West Coast to-morrow morning.—Press wire. bbox=[700, 1800, 826, 1906]
divider bbox=[49, 144, 99, 145]
dateline: Hobart, November 22. bbox=[306, 1405, 394, 1415]
subheading: PROCESSIONS BROKEN UP. bbox=[156, 1085, 268, 1104]
subheading: WELL ORGANISED DEMONSTRATION bbox=[168, 1262, 256, 1281]
advertisement: The most successful medicine in use for bowel complaints in children is Chamberlain's Colic, Cholera and Diarrhoea Remedy. It can always be depended upon to cure Diarrhoea and Dysentery. Sold by all chemists and storekeepers. bbox=[700, 2071, 826, 2148]
subheading: SIR E. GREY ON THE SITUATION bbox=[25, 171, 124, 190]
subheading: THE TEST MATCH. bbox=[719, 1155, 807, 1165]
subheading: MANCHUS LEAVING THE CITY. bbox=[290, 302, 409, 322]
advertisement: If your property is not insured, call at or ring up the United Insurance Company, Ltd., Devon street; telephone 110; Webster Bros., District Agents. Insurances effected on the most favourable terms.—Advt. bbox=[563, 1961, 688, 2038]
dateline: Received 23, 1.5 a.m. Sydney, November 22. bbox=[567, 297, 683, 317]
section-heading: SALE OF MEN'S AND BOY'S CLOTHING. bbox=[150, 1739, 275, 1765]
subheading: VICTORIAN PARLIAMENT. bbox=[289, 1314, 411, 1324]
section-heading: RUNAWAY TRUCKS. bbox=[425, 407, 550, 424]
section-heading: SUPREME COURT. bbox=[701, 506, 826, 523]
paragraph: The committee stage of the Insurance Bill has been completed. An amendment making the domestic servants clauses optional was negatived by 242 to 93, but Mr. Lloyd-George promised to embody a suggestion to give the servants the option of sick pay and free medical attendance or superannuation and invalidity benefits. bbox=[149, 927, 275, 1043]
column-1 bbox=[6, 40, 144, 2084]
paragraph: The Assembly approved a conference of provincials to decide on monarchy or republic. bbox=[287, 419, 413, 457]
subheading: AMERICAN TROOPS BUSY. bbox=[12, 1795, 137, 1805]
subheading: A BLAZE IN AUCKLAND. bbox=[568, 1780, 683, 1790]
paragraph: The suffragettes seized the bridles of constables' horses. Many chained themselves to railings and lamp posts, and they were released with difficulty. bbox=[149, 1330, 275, 1388]
paragraph: The item was struck out by 11 votes to 9. bbox=[287, 1634, 413, 1653]
newspaper-title: THE TARANAKI DAILY NEWS bbox=[377, 4, 737, 29]
paragraph: The Baptist Missionary Society cables that Taiyuefu is in ruins, but the missions are safe. bbox=[287, 172, 413, 211]
dateline: By Cable—Press Association—Copyright. London, November 21. bbox=[153, 742, 271, 771]
section-heading: INDUSTRIAL UNREST bbox=[150, 1615, 275, 1641]
paragraph: An official extract from Herr von Kiderlen-Waechter's confidential speech to the Budget Committee has been published, which declares that a telegram on June 13 instructed the Ambassador to inform the Ministers of the despatch of the Panther, and the reason for the step. bbox=[12, 224, 137, 320]
paragraph: Eleven railway trucks, loaded with coal, broke away from the train at Yep Hill quarry, and gathered speed until forty miles an hour was reached. The runaway trucks were seen by the driver of an approaching passenger train, and he reversed his engine, but too late to prevent a collision. The force of the impact crushed the locomotive into the first carriage until the smoke-stack projected into the passenger compartment. bbox=[425, 482, 550, 626]
columns bbox=[6, 40, 1108, 2394]
